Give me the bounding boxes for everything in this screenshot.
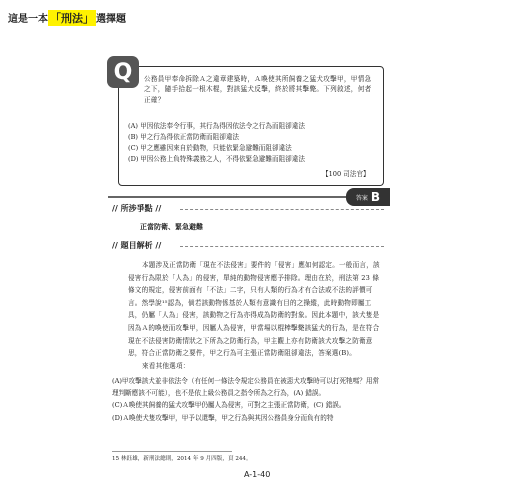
other-choices [112,375,384,424]
option-text: 甲因公務上負特殊義務之人，不得依緊急避難而阻卻違法 [140,155,305,163]
page-number: A-1-40 [244,470,271,479]
option-a [128,121,378,131]
option-d [128,154,378,164]
choice-text: Ａ喚使犬隻攻擊甲，甲予以還擊，甲之行為與其因公務員身分而負有的特 [122,413,334,422]
option-text: 甲之應雖因來自於動物，只能依緊急避難而阻卻違法 [140,144,292,152]
section-rule [180,246,384,247]
header-suffix: 選擇題 [96,14,126,25]
answer-value: B [370,190,381,204]
analysis-paragraph: 來看其他選項： [142,361,190,370]
option-label: (C) [128,144,139,152]
option-label: (B) [128,133,138,141]
choice-item-d [112,412,384,424]
choice-text: Ａ喚使其飼養的猛犬攻擊甲仍屬人為侵害，可對之主張正當防衛，(C) 錯誤。 [122,401,346,410]
option-label: (D) [128,155,139,163]
option-b [128,132,378,142]
choice-text: 甲攻擊該犬並非依法令（有任何一條法令規定公務員在被惡犬攻擊時可以打死牠嗎？用常理判斷應該不可能），也不是依上級公務員之指令所為之行為，(A) 錯誤。 [112,377,380,398]
choice-label: (C) [112,401,123,410]
section-title-analysis: // 題目解析 // [112,241,162,250]
answer-label: 答案 [355,194,368,202]
answer-badge [346,188,390,206]
analysis-paragraph: 本題涉及正當防衛「現在不法侵害」要件的「侵害」應如何認定。一般而言，該侵害行為限於「人為」的侵害，單純的動物侵害應予排除。理由在於，刑法第 23 條條文的規定，侵害前面有「不法」二字，只有人類的行為才有合法或不法的評價可言。然學說¹⁵認為，倘若該動物係基於人類有意識有目的之操縱，此時動物即屬工具，仍屬「人為」侵害，該動物之行為亦得成為防衛的對象。因此本題中，該犬隻是因為Ａ的喚使而攻擊甲，因屬人為侵害，甲當場以棍棒擊斃該猛犬的行為，是在符合現在不法侵害防衛情狀之下所為之防衛行為，甲主觀上亦有防衛該犬攻擊之防衛意思，符合正當防衛之要件，甲之行為可主張正當防衛阻卻違法，答案選(B)。 [128,261,380,358]
section-rule [180,209,384,210]
footnote-rule [112,451,232,452]
question-icon: Q [107,56,139,88]
running-header [8,10,126,26]
question-stem [144,74,376,105]
issue-keywords: 正當防衛、緊急避難 [140,222,203,231]
answer-divider [108,196,346,198]
section-title-issues: // 所涉爭點 // [112,204,162,213]
question-stem-text: 公務員甲奉命拆除Ａ之違章建築時，Ａ喚使其所飼養之猛犬攻擊甲，甲情急之下，隨手拾起一根木棍，對該猛犬反擊，終於將其擊斃。下列敘述，何者正確？ [144,75,372,104]
choice-item-a [112,375,384,399]
footnote-number: 15 [112,456,120,462]
footnote-text: 林鈺雄，新刑法總則，2014 年 9 月四版，頁 244。 [120,456,252,462]
footnote [112,454,252,462]
option-text: 甲因依法奉令行事，其行為得因依法令之行為而阻卻違法 [140,122,305,130]
analysis-body [128,259,382,372]
choice-label: (A) [112,377,122,385]
choice-item-c [112,399,384,411]
header-highlight: 「刑法」 [50,12,94,25]
option-text: 甲之行為得依正當防衛而阻卻違法 [140,133,240,141]
choice-label: (D) [112,413,123,422]
question-source: 【100 司法官】 [322,170,370,178]
option-c [128,143,378,153]
header-prefix: 這是一本 [8,14,48,25]
option-label: (A) [128,122,138,130]
